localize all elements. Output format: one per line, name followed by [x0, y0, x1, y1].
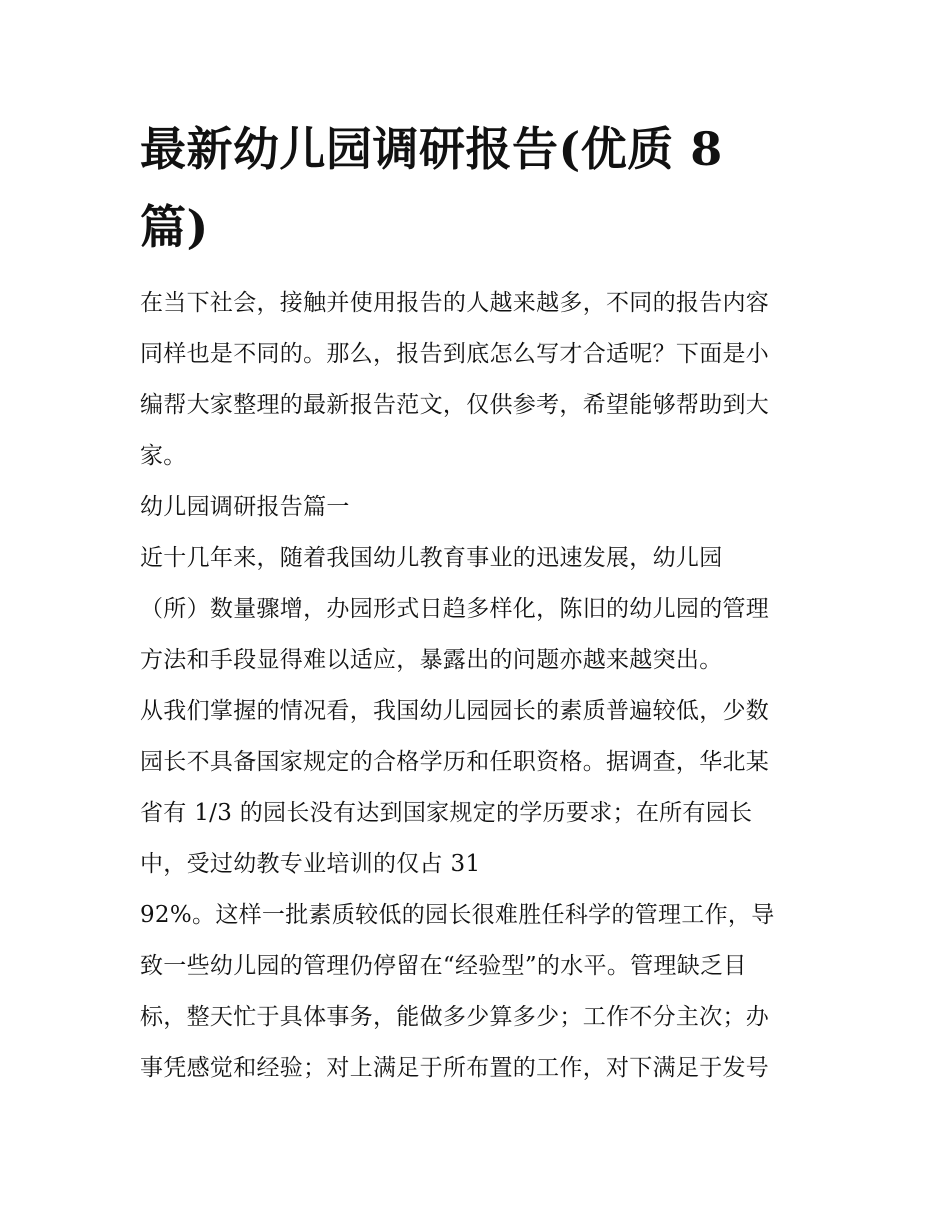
title-line: 最新幼儿园调研报告(优质 8: [140, 122, 723, 176]
text-line: 近十几年来，随着我国幼儿教育事业的迅速发展，幼儿园: [140, 545, 723, 571]
text-line: 从我们掌握的情况看，我国幼儿园园长的素质普遍较低，少数: [140, 698, 770, 724]
body-paragraph-1: [140, 533, 812, 686]
text-line: 事凭感觉和经验；对上满足于所布置的工作，对下满足于发号: [140, 1055, 770, 1081]
document-page: [140, 110, 812, 1094]
text-line: 园长不具备国家规定的合格学历和任职资格。据调查，华北某: [140, 749, 770, 775]
intro-paragraph: [140, 278, 812, 482]
text-line: 中，受过幼教专业培训的仅占 31: [140, 851, 481, 877]
text-line: 编帮大家整理的最新报告范文，仅供参考，希望能够帮助到大: [140, 392, 770, 418]
section-heading: [140, 482, 812, 533]
text-line: 标，整天忙于具体事务，能做多少算多少；工作不分主次；办: [140, 1004, 770, 1030]
title-line: 篇): [140, 200, 209, 254]
body-paragraph-2: [140, 686, 812, 1094]
text-line: 省有 1/3 的园长没有达到国家规定的学历要求；在所有园长: [140, 800, 753, 826]
document-title: [140, 110, 812, 266]
text-line: 幼儿园调研报告篇一: [140, 494, 350, 520]
text-line: 家。: [140, 443, 187, 469]
text-line: 致一些幼儿园的管理仍停留在“经验型”的水平。管理缺乏目: [140, 953, 747, 979]
text-line: 在当下社会，接触并使用报告的人越来越多，不同的报告内容: [140, 290, 770, 316]
text-line: 同样也是不同的。那么，报告到底怎么写才合适呢？下面是小: [140, 341, 770, 367]
text-line: 方法和手段显得难以适应，暴露出的问题亦越来越突出。: [140, 647, 723, 673]
text-line: （所）数量骤增，办园形式日趋多样化，陈旧的幼儿园的管理: [140, 596, 770, 622]
text-line: 92%。这样一批素质较低的园长很难胜任科学的管理工作，导: [140, 902, 775, 928]
